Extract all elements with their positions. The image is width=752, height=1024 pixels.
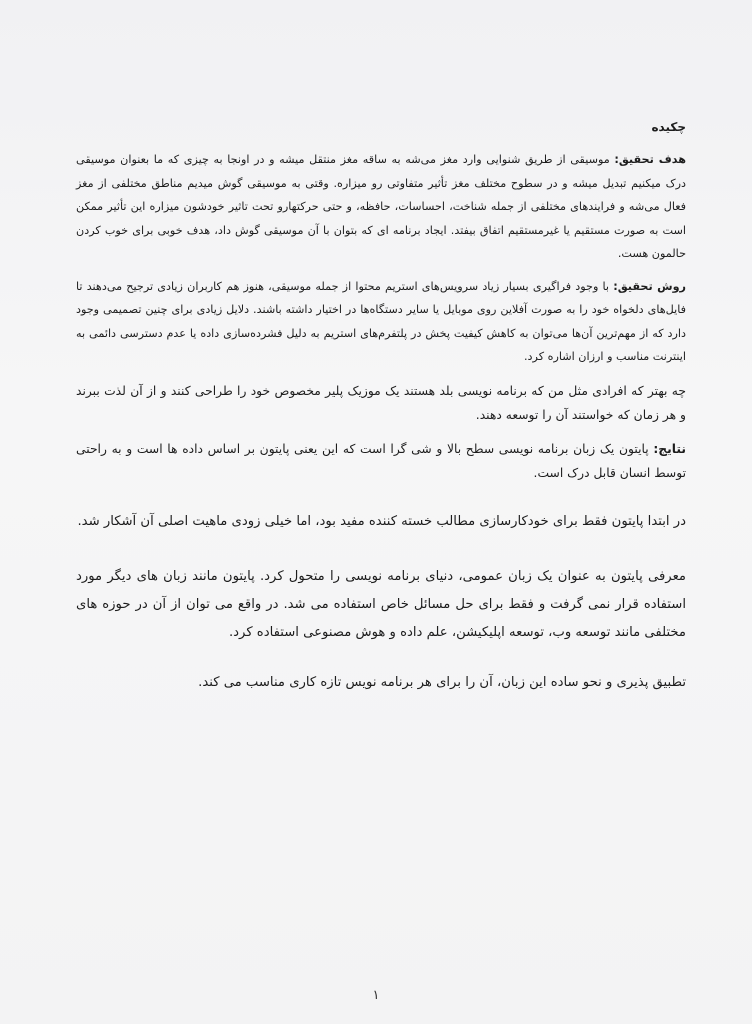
results-label: نتایج: <box>653 441 686 456</box>
research-goal-paragraph <box>76 148 686 266</box>
music-player-paragraph <box>76 379 686 428</box>
research-method-label: روش تحقیق: <box>613 279 686 293</box>
page-number: ۱ <box>372 988 380 1003</box>
research-goal-label: هدف تحقیق: <box>614 153 686 166</box>
research-method-paragraph <box>76 275 686 369</box>
python-origin-text: در ابتدا پایتون فقط برای خودکارسازی مطالب خسته کننده مفید بود، اما خیلی زودی ماهیت اصلی آن آشکار شد. <box>77 513 686 529</box>
research-goal-text: موسیقی از طریق شنوایی وارد مغز می‌شه به ساقه مغز منتقل میشه و در اونجا به چیزی که ما بعنوان موسیقی درک میکنیم تبدیل میشه و در سطوح مختلف مغز تأثیر متفاوتی رو میزاره. وقتی به موسیقی گوش میدیم مناطق مختلفی از مغز فعال می‌شه و فرایندهای مختلفی از جمله شناخت، احساسات، حافظه، و حتی حرکتهارو تحت تاثیر خودشون میزاره این تأثیر ممکن است به صورت مستقیم یا غیرمستقیم اتفاق بیفتد. ایجاد برنامه ای که بتوان با آن موسیقی گوش داد، هدف خوبی برای خوب کردن حالمون هست. <box>76 153 686 260</box>
research-method-text: با وجود فراگیری بسیار زیاد سرویس‌های استریم محتوا از جمله موسیقی، هنوز هم کاربران زیادی ترجیح می‌دهند تا فایل‌های دلخواه خود را به صورت آفلاین روی موبایل یا سایر دستگاه‌ها در اختیار داشته باشند. دلایل زیادی برای چنین تصمیمی وجود دارد که از مهم‌ترین آن‌ها می‌توان به کاهش کیفیت پخش در پلتفرم‌های استریم به دلیل فشرده‌سازی داده یا عدم دسترسی دائمی به اینترنت مناسب و ارزان اشاره کرد. <box>76 279 686 363</box>
music-player-text: چه بهتر که افرادی مثل من که برنامه نویسی بلد هستند یک موزیک پلیر مخصوص خود را طراحی کنند و از آن لذت ببرند و هر زمان که خواستند آن را توسعه دهند. <box>76 383 686 422</box>
python-origin-paragraph <box>76 508 686 536</box>
python-intro-text: معرفی پایتون به عنوان یک زبان عمومی، دنیای برنامه نویسی را متحول کرد. پایتون مانند زبان های دیگر مورد استفاده قرار نمی گرفت و فقط برای حل مسائل خاص استفاده می شد. در واقع می توان از آن در حوزه های مختلفی مانند توسعه وب، توسعه اپلیکیشن، علم داده و هوش مصنوعی استفاده کرد. <box>76 568 686 640</box>
results-paragraph <box>76 437 686 486</box>
abstract-heading: چکیده <box>651 120 686 134</box>
results-text: پایتون یک زبان برنامه نویسی سطح بالا و شی گرا است که این یعنی پایتون بر اساس داده ها است و به راحتی توسط انسان قابل درک است. <box>76 441 686 480</box>
python-versatility-text: تطبیق پذیری و نحو ساده این زبان، آن را برای هر برنامه نویس تازه کاری مناسب می کند. <box>198 674 686 690</box>
python-intro-paragraph <box>76 563 686 647</box>
python-versatility-paragraph <box>76 669 686 697</box>
document-body <box>76 120 686 697</box>
